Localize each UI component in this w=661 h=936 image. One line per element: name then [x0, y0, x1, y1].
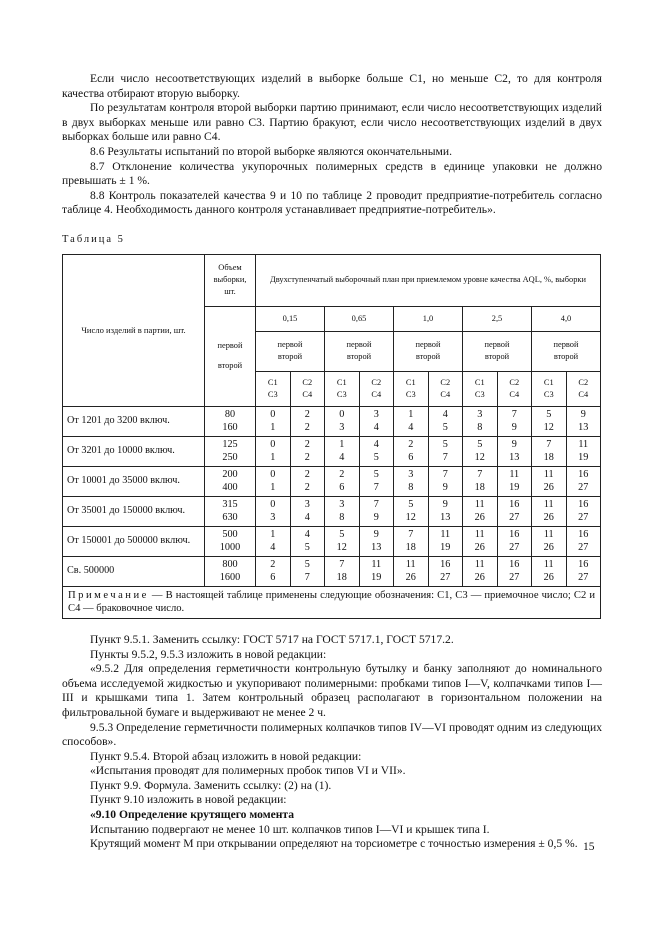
lot-size-cell: От 150001 до 500000 включ. [63, 526, 205, 556]
acceptance-value: 3 [304, 499, 310, 511]
acceptance-value: 3 [408, 469, 414, 481]
acceptance-value: 2 [408, 439, 414, 451]
acceptance-cell [325, 556, 360, 586]
acceptance-cell [394, 556, 429, 586]
label-second: второй [277, 352, 303, 362]
acceptance-value: 7 [511, 409, 517, 421]
c1c3 [532, 371, 567, 406]
label-c4: С4 [578, 389, 589, 399]
acceptance-cell [394, 496, 429, 526]
sample-labels [394, 331, 463, 371]
label-second: второй [553, 352, 579, 362]
acceptance-value: 2 [304, 452, 310, 464]
label-first: первой [484, 340, 510, 350]
aql-level: 0,15 [256, 306, 325, 331]
acceptance-value: 1 [270, 422, 276, 434]
acceptance-value: 4 [442, 409, 448, 421]
acceptance-cell [290, 466, 325, 496]
acceptance-value: 2 [304, 469, 310, 481]
acceptance-value: 4 [373, 422, 379, 434]
acceptance-value: 6 [339, 482, 345, 494]
label-c1: С1 [405, 377, 416, 387]
acceptance-value: 7 [546, 439, 552, 451]
acceptance-value: 2 [339, 469, 345, 481]
acceptance-value: 4 [304, 512, 310, 524]
sample-size-value: 250 [222, 452, 238, 464]
acceptance-cell [532, 466, 567, 496]
acceptance-cell [290, 406, 325, 436]
acceptance-cell [359, 436, 394, 466]
sample-size-value: 500 [222, 529, 238, 541]
acceptance-value: 27 [440, 572, 451, 584]
sample-labels [532, 331, 601, 371]
label-c1: С1 [543, 377, 554, 387]
acceptance-value: 26 [474, 572, 485, 584]
acceptance-cell [532, 496, 567, 526]
acceptance-cell [566, 406, 601, 436]
paragraph: Пункт 9.10 изложить в новой редакции: [90, 793, 287, 807]
acceptance-value: 12 [543, 422, 554, 434]
acceptance-value: 8 [477, 422, 483, 434]
acceptance-value: 5 [339, 529, 345, 541]
acceptance-cell [325, 526, 360, 556]
acceptance-value: 5 [442, 439, 448, 451]
table-row [63, 466, 601, 496]
page-number: 15 [583, 841, 595, 853]
acceptance-value: 5 [546, 409, 552, 421]
acceptance-value: 26 [543, 482, 554, 494]
acceptance-value: 11 [578, 439, 589, 451]
acceptance-value: 16 [509, 529, 520, 541]
acceptance-value: 3 [477, 409, 483, 421]
acceptance-cell [463, 406, 498, 436]
label-c3: С3 [336, 389, 347, 399]
acceptance-cell [463, 466, 498, 496]
acceptance-cell [256, 466, 291, 496]
label-c3: С3 [405, 389, 416, 399]
acceptance-value: 16 [578, 469, 589, 481]
acceptance-value: 27 [578, 542, 589, 554]
acceptance-value: 7 [442, 452, 448, 464]
acceptance-value: 3 [373, 409, 379, 421]
sample-size-cell [205, 526, 256, 556]
acceptance-value: 26 [474, 542, 485, 554]
sample-size-cell [205, 466, 256, 496]
acceptance-value: 12 [336, 542, 347, 554]
acceptance-cell [325, 466, 360, 496]
acceptance-cell [428, 436, 463, 466]
acceptance-value: 6 [270, 572, 276, 584]
acceptance-cell [428, 406, 463, 436]
label-c4: С4 [509, 389, 520, 399]
acceptance-value: 27 [509, 572, 520, 584]
acceptance-cell [256, 556, 291, 586]
label-second: второй [346, 352, 372, 362]
lot-size-cell: От 35001 до 150000 включ. [63, 496, 205, 526]
acceptance-value: 9 [511, 422, 517, 434]
label-c2: С2 [509, 377, 520, 387]
acceptance-value: 5 [477, 439, 483, 451]
acceptance-value: 9 [373, 529, 379, 541]
acceptance-value: 5 [373, 469, 379, 481]
c2c4 [497, 371, 532, 406]
acceptance-value: 1 [270, 452, 276, 464]
note-text: — В настоящей таблице применены следующие обозначения: С1, С3 — приемочное число; С2 и С4 — браковочное число. [68, 589, 595, 614]
acceptance-cell [359, 466, 394, 496]
sample-size-cell [205, 496, 256, 526]
sample-size-cell [205, 556, 256, 586]
sample-labels [256, 331, 325, 371]
acceptance-value: 8 [408, 482, 414, 494]
sample-labels [463, 331, 532, 371]
lot-size-cell: От 10001 до 35000 включ. [63, 466, 205, 496]
acceptance-value: 5 [304, 559, 310, 571]
aql-level: 4,0 [532, 306, 601, 331]
c2c4 [428, 371, 463, 406]
acceptance-cell [290, 526, 325, 556]
acceptance-cell [532, 526, 567, 556]
label-c3: С3 [267, 389, 278, 399]
acceptance-value: 0 [270, 469, 276, 481]
acceptance-cell [566, 556, 601, 586]
acceptance-value: 26 [543, 572, 554, 584]
acceptance-value: 2 [304, 439, 310, 451]
acceptance-value: 26 [405, 572, 416, 584]
acceptance-value: 12 [474, 452, 485, 464]
acceptance-value: 5 [442, 422, 448, 434]
acceptance-value: 16 [578, 529, 589, 541]
label-c2: С2 [302, 377, 313, 387]
acceptance-value: 27 [578, 512, 589, 524]
table-row [63, 406, 601, 436]
acceptance-cell [290, 436, 325, 466]
paragraph: По результатам контроля второй выборки партию принимают, если число несоответствующих изделий в двух выборках меньше или равно С3. Партию бракуют, если число несоответствующих изделий в двух выборках больше или равно С4. [62, 101, 602, 144]
acceptance-value: 18 [405, 542, 416, 554]
acceptance-value: 0 [339, 409, 345, 421]
acceptance-value: 2 [304, 422, 310, 434]
acceptance-value: 1 [408, 409, 414, 421]
acceptance-cell [428, 556, 463, 586]
acceptance-cell [290, 556, 325, 586]
acceptance-value: 3 [339, 499, 345, 511]
acceptance-value: 18 [543, 452, 554, 464]
paragraph: 9.5.3 Определение герметичности полимерных колпачков типов IV—VI проводят одним из следующих способов». [62, 720, 602, 749]
acceptance-value: 11 [543, 469, 554, 481]
label-second: второй [217, 361, 243, 371]
label-second: второй [415, 352, 441, 362]
acceptance-cell [497, 466, 532, 496]
label-second: второй [484, 352, 510, 362]
acceptance-value: 19 [440, 542, 451, 554]
acceptance-value: 11 [543, 499, 554, 511]
label-first: первой [217, 341, 243, 351]
acceptance-cell [359, 406, 394, 436]
paragraph: Пункт 9.5.1. Заменить ссылку: ГОСТ 5717 на ГОСТ 5717.1, ГОСТ 5717.2. [90, 632, 454, 646]
paragraph: Пункт 9.9. Формула. Заменить ссылку: (2) на (1). [90, 778, 332, 792]
acceptance-cell [394, 406, 429, 436]
acceptance-value: 5 [408, 499, 414, 511]
acceptance-cell [256, 496, 291, 526]
acceptance-cell [256, 406, 291, 436]
acceptance-value: 16 [440, 559, 451, 571]
acceptance-value: 2 [304, 482, 310, 494]
paragraph: Пункт 9.5.4. Второй абзац изложить в новой редакции: [90, 749, 362, 763]
label-first: первой [553, 340, 579, 350]
lot-size-cell: Св. 500000 [63, 556, 205, 586]
sample-size-value: 160 [222, 422, 238, 434]
acceptance-cell [532, 406, 567, 436]
acceptance-cell [463, 556, 498, 586]
paragraph: 8.7 Отклонение количества укупорочных полимерных средств в единице упаковки не должно превышать ± 1 %. [62, 159, 602, 188]
acceptance-value: 1 [270, 529, 276, 541]
label-c2: С2 [371, 377, 382, 387]
acceptance-cell [290, 496, 325, 526]
acceptance-cell [532, 556, 567, 586]
acceptance-value: 27 [578, 572, 589, 584]
table-note [63, 586, 601, 618]
acceptance-value: 3 [270, 512, 276, 524]
acceptance-value: 11 [474, 559, 485, 571]
acceptance-value: 11 [474, 499, 485, 511]
acceptance-value: 4 [408, 422, 414, 434]
acceptance-cell [428, 526, 463, 556]
label-c1: С1 [267, 377, 278, 387]
acceptance-value: 18 [336, 572, 347, 584]
page-body [62, 72, 602, 852]
acceptance-value: 11 [371, 559, 382, 571]
acceptance-cell [325, 436, 360, 466]
acceptance-value: 27 [578, 482, 589, 494]
label-c4: С4 [371, 389, 382, 399]
acceptance-value: 26 [543, 542, 554, 554]
acceptance-cell [566, 496, 601, 526]
acceptance-value: 9 [442, 499, 448, 511]
acceptance-value: 27 [509, 542, 520, 554]
acceptance-cell [566, 436, 601, 466]
acceptance-value: 4 [270, 542, 276, 554]
acceptance-value: 26 [543, 512, 554, 524]
aql-level: 0,65 [325, 306, 394, 331]
label-c1: С1 [474, 377, 485, 387]
c1c3 [394, 371, 429, 406]
acceptance-value: 19 [371, 572, 382, 584]
acceptance-cell [359, 496, 394, 526]
sample-size-value: 125 [222, 439, 238, 451]
label-first: первой [277, 340, 303, 350]
lot-size-cell: От 3201 до 10000 включ. [63, 436, 205, 466]
sample-size-value: 630 [222, 512, 238, 524]
acceptance-value: 16 [509, 499, 520, 511]
header-plan: Двухступенчатый выборочный план при приемлемом уровне качества AQL, %, выборки [256, 254, 601, 306]
label-c2: С2 [578, 377, 589, 387]
acceptance-value: 0 [270, 499, 276, 511]
c2c4 [566, 371, 601, 406]
c1c3 [463, 371, 498, 406]
acceptance-value: 0 [270, 439, 276, 451]
section-heading: «9.10 Определение крутящего момента [90, 808, 295, 822]
paragraph: Испытанию подвергают не менее 10 шт. колпачков типов I—VI и крышек типа I. [90, 822, 490, 836]
acceptance-value: 7 [442, 469, 448, 481]
sample-size-value: 315 [222, 499, 238, 511]
header-lot-size: Число изделий в партии, шт. [63, 254, 205, 406]
lot-size-cell: От 1201 до 3200 включ. [63, 406, 205, 436]
label-c3: С3 [474, 389, 485, 399]
acceptance-value: 13 [440, 512, 451, 524]
acceptance-value: 13 [578, 422, 589, 434]
sample-size-value: 1000 [219, 542, 241, 554]
acceptance-cell [394, 436, 429, 466]
acceptance-value: 13 [371, 542, 382, 554]
table-row [63, 526, 601, 556]
paragraph: Пункты 9.5.2, 9.5.3 изложить в новой редакции: [90, 647, 327, 661]
acceptance-cell [325, 496, 360, 526]
acceptance-cell [428, 466, 463, 496]
sampling-table [62, 254, 601, 619]
aql-level: 1,0 [394, 306, 463, 331]
label-c1: С1 [336, 377, 347, 387]
header-sample-size: Объем выборки, шт. [205, 254, 256, 306]
table-row [63, 436, 601, 466]
sample-size-value: 1600 [219, 572, 241, 584]
acceptance-value: 26 [474, 512, 485, 524]
sample-size-value: 400 [222, 482, 238, 494]
acceptance-value: 16 [578, 559, 589, 571]
acceptance-value: 16 [578, 499, 589, 511]
table-row [63, 556, 601, 586]
sample-size-cell [205, 406, 256, 436]
acceptance-value: 11 [474, 529, 485, 541]
acceptance-value: 6 [408, 452, 414, 464]
label-c4: С4 [440, 389, 451, 399]
c2c4 [290, 371, 325, 406]
note-label: Примечание [68, 589, 149, 601]
acceptance-value: 8 [339, 512, 345, 524]
acceptance-cell [394, 526, 429, 556]
acceptance-value: 19 [509, 482, 520, 494]
acceptance-value: 11 [543, 529, 554, 541]
acceptance-value: 16 [509, 559, 520, 571]
label-first: первой [346, 340, 372, 350]
paragraph: Если число несоответствующих изделий в выборке больше С1, но меньше С2, то для контроля качества отбирают вторую выборку. [62, 72, 602, 100]
acceptance-cell [463, 526, 498, 556]
acceptance-value: 7 [373, 482, 379, 494]
acceptance-cell [256, 526, 291, 556]
acceptance-value: 18 [474, 482, 485, 494]
acceptance-value: 9 [511, 439, 517, 451]
acceptance-cell [394, 466, 429, 496]
label-c4: С4 [302, 389, 313, 399]
aql-level: 2,5 [463, 306, 532, 331]
acceptance-cell [497, 406, 532, 436]
acceptance-cell [566, 526, 601, 556]
acceptance-value: 7 [304, 572, 310, 584]
acceptance-value: 0 [270, 409, 276, 421]
acceptance-value: 19 [578, 452, 589, 464]
acceptance-cell [256, 436, 291, 466]
acceptance-value: 4 [373, 439, 379, 451]
sample-size-value: 80 [224, 409, 236, 421]
acceptance-value: 11 [440, 529, 451, 541]
acceptance-cell [325, 406, 360, 436]
paragraph: Крутящий момент М при открывании определяют на торсиометре с точностью измерения ± 0,5 %. [90, 837, 578, 851]
acceptance-cell [428, 496, 463, 526]
acceptance-value: 7 [339, 559, 345, 571]
acceptance-cell [497, 436, 532, 466]
c2c4 [359, 371, 394, 406]
c1c3 [256, 371, 291, 406]
table-row [63, 496, 601, 526]
acceptance-cell [532, 436, 567, 466]
acceptance-value: 5 [304, 542, 310, 554]
c1c3 [325, 371, 360, 406]
label-first: первой [415, 340, 441, 350]
paragraph: 8.8 Контроль показателей качества 9 и 10 по таблице 2 проводит предприятие-потребитель согласно таблице 4. Необходимость данного контроля устанавливает предприятие-потребитель». [62, 188, 602, 217]
acceptance-cell [497, 496, 532, 526]
acceptance-value: 4 [339, 452, 345, 464]
acceptance-value: 7 [408, 529, 414, 541]
sample-size-value: 200 [222, 469, 238, 481]
acceptance-value: 7 [477, 469, 483, 481]
acceptance-cell [359, 526, 394, 556]
label-c2: С2 [440, 377, 451, 387]
acceptance-value: 2 [270, 559, 276, 571]
acceptance-value: 9 [442, 482, 448, 494]
acceptance-cell [497, 526, 532, 556]
acceptance-value: 9 [580, 409, 586, 421]
sample-labels [325, 331, 394, 371]
acceptance-cell [463, 496, 498, 526]
acceptance-value: 3 [339, 422, 345, 434]
paragraph: «9.5.2 Для определения герметичности контрольную бутылку и банку заполняют до номинального объема исследуемой жидкостью и укупоривают полимерными: пробками типов I—V, колпачками типов I—III и крышками типа 1. Затем контрольный образец располагают в горизонтальном положении на фильтровальной бумаге и выдерживают не менее 2 ч. [62, 662, 602, 719]
table-body [63, 406, 601, 586]
sample-size-cell [205, 436, 256, 466]
table-caption: Таблица 5 [62, 233, 125, 245]
acceptance-value: 7 [373, 499, 379, 511]
acceptance-value: 9 [373, 512, 379, 524]
paragraph: «Испытания проводят для полимерных пробок типов VI и VII». [90, 764, 406, 778]
acceptance-value: 11 [543, 559, 554, 571]
acceptance-value: 11 [405, 559, 416, 571]
header-first-second [205, 306, 256, 406]
acceptance-value: 4 [304, 529, 310, 541]
acceptance-value: 2 [304, 409, 310, 421]
acceptance-cell [497, 556, 532, 586]
acceptance-cell [463, 436, 498, 466]
acceptance-value: 27 [509, 512, 520, 524]
acceptance-cell [359, 556, 394, 586]
acceptance-value: 12 [405, 512, 416, 524]
acceptance-value: 1 [270, 482, 276, 494]
label-c3: С3 [543, 389, 554, 399]
paragraph: 8.6 Результаты испытаний по второй выборке являются окончательными. [90, 144, 452, 158]
sample-size-value: 800 [222, 559, 238, 571]
acceptance-value: 11 [509, 469, 520, 481]
acceptance-value: 1 [339, 439, 345, 451]
acceptance-value: 5 [373, 452, 379, 464]
acceptance-cell [566, 466, 601, 496]
acceptance-value: 13 [509, 452, 520, 464]
